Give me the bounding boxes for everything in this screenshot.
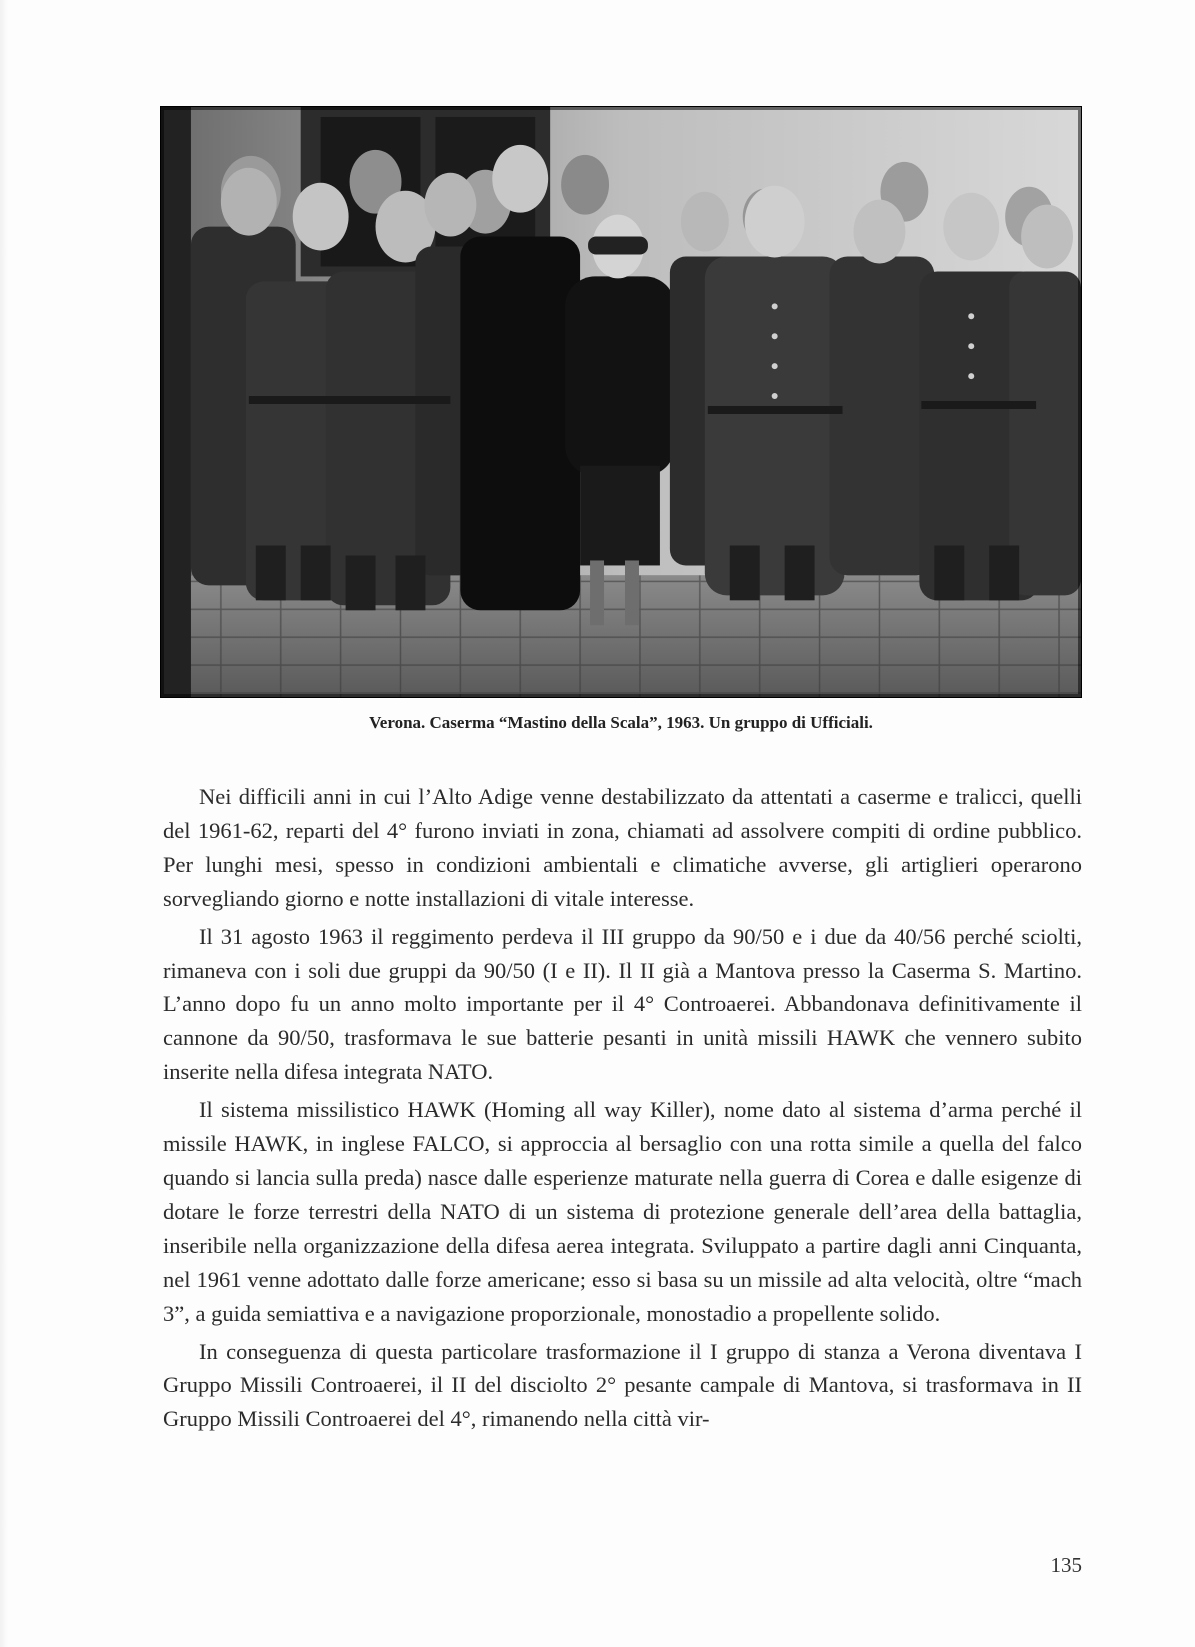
page-number: 135 (1050, 1553, 1082, 1577)
group-photograph (160, 106, 1082, 698)
page-gutter (0, 0, 8, 1647)
paragraph: In conseguenza di questa particolare trasformazione il I gruppo di stanza a Verona diventava I Gruppo Missili Controaerei, il II del disciolto 2° pesante campale di Mantova, si trasformava in II Gruppo Missili Controaerei del 4°, rimanendo nella città vir- (163, 1338, 1082, 1432)
body-text (163, 780, 1082, 1440)
photograph-illustration (161, 107, 1081, 697)
paragraph: Nei difficili anni in cui l’Alto Adige venne destabilizzato da attentati a caserme e tralicci, quelli del 1961-62, reparti del 4° furono inviati in zona, chiamati ad assolvere compiti di ordine pubblico. Per lunghi mesi, spesso in condizioni ambientali e climatiche avverse, gli artiglieri operarono sorvegliando giorno e notte installazioni di vitale interesse. (163, 784, 1082, 911)
paragraph: Il 31 agosto 1963 il reggimento perdeva il III gruppo da 90/50 e i due da 40/56 perché sciolti, rimaneva con i soli due gruppi da 90/50 (I e II). Il II già a Mantova presso la Caserma S. Martino. L’anno dopo fu un anno molto importante per il 4° Controaerei. Abbandonava definitivamente il cannone da 90/50, trasformava le sue batterie pesanti in unità missili HAWK che vennero subito inserite nella difesa integrata NATO. (163, 923, 1082, 1085)
photo-caption: Verona. Caserma “Mastino della Scala”, 1963. Un gruppo di Ufficiali. (369, 713, 873, 732)
paragraph: Il sistema missilistico HAWK (Homing all way Killer), nome dato al sistema d’arma perché il missile HAWK, in inglese FALCO, si approccia al bersaglio con una rotta simile a quella del falco quando si lancia sulla preda) nasce dalle esperienze maturate nella guerra di Corea e dalle esigenze di dotare le forze terrestri della NATO di un sistema di protezione generale dell’area della battaglia, inseribile nella organizzazione della difesa aerea integrata. Sviluppato a partire dagli anni Cinquanta, nel 1961 venne adottato dalle forze americane; esso si basa su un missile ad alta velocità, oltre “mach 3”, a guida semiattiva e a navigazione proporzionale, monostadio a propellente solido. (163, 1097, 1082, 1326)
